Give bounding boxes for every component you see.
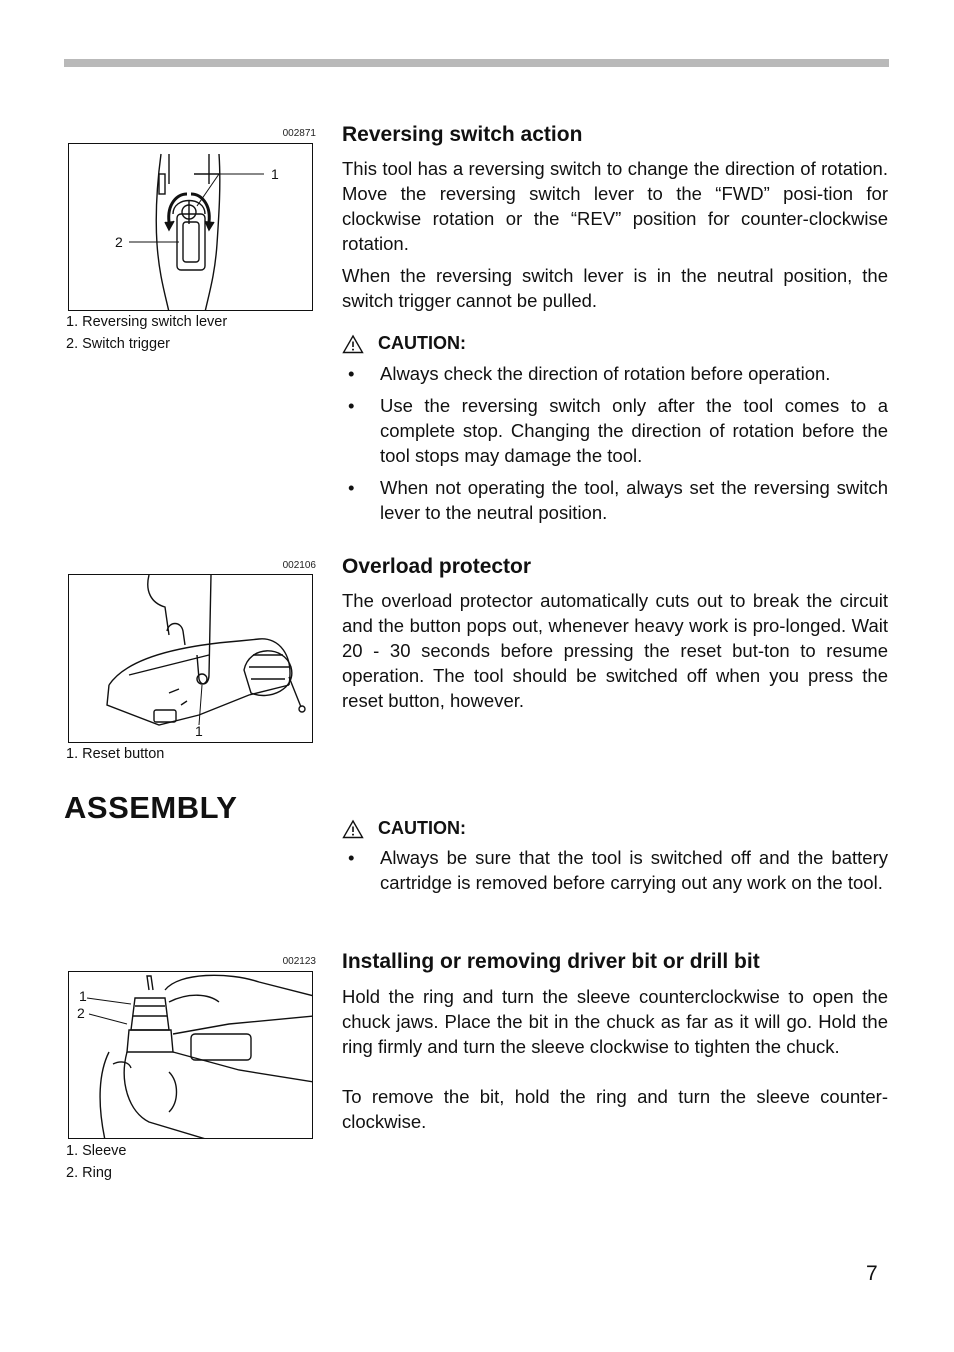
caution-label: CAUTION:: [378, 333, 466, 353]
page-number: 7: [866, 1262, 878, 1285]
list-item-text: When not operating the tool, always set the reversing switch lever to the neutral position.: [380, 477, 888, 523]
figure-reversing-switch: [68, 143, 313, 311]
header-rule: [64, 59, 889, 67]
figure-captions: [66, 743, 164, 765]
section-heading-overload: Overload protector: [342, 555, 532, 578]
figure-code: 002123: [282, 956, 316, 967]
caption-item: 2. Ring: [66, 1165, 112, 1181]
reversing-paragraph-1: This tool has a reversing switch to change the direction of rotation. Move the reversing switch lever to the “FWD” posi-tion for clockwise rotation or the “REV” position for counter-clockwise rotation.: [342, 158, 888, 254]
figure-captions: [66, 311, 227, 355]
warning-triangle-icon: [342, 819, 364, 839]
assembly-caution-list: [342, 845, 888, 902]
reversing-caution-list: [342, 361, 888, 532]
drill-chuck-illustration: [69, 972, 313, 1139]
installing-paragraph-2: To remove the bit, hold the ring and turn the sleeve counter-clockwise.: [342, 1086, 888, 1132]
list-item-text: Always be sure that the tool is switched off and the battery cartridge is removed before carrying out any work on the tool.: [380, 847, 888, 893]
list-item: [342, 361, 888, 386]
figure-label: 1: [271, 166, 279, 182]
bullet-marker: •: [348, 847, 355, 868]
caution-heading: [342, 333, 466, 354]
figure-label: 2: [77, 1005, 85, 1021]
figure-code: 002106: [282, 560, 316, 571]
list-item-text: Always check the direction of rotation before operation.: [380, 363, 831, 384]
overload-paragraph: The overload protector automatically cuts out to break the circuit and the button pops out, whenever heavy work is pro-longed. Wait 20 - 30 seconds before pressing the reset but-ton to resume operation. The tool should be switched off when you press the reset button, however.: [342, 590, 888, 711]
figure-label: 1: [195, 723, 203, 739]
caption-item: 2. Switch trigger: [66, 336, 170, 352]
figure-captions: [66, 1140, 126, 1184]
bullet-marker: •: [348, 477, 355, 498]
list-item: [342, 393, 888, 468]
bullet-marker: •: [348, 363, 355, 384]
list-item: [342, 845, 888, 895]
list-item-text: Use the reversing switch only after the tool comes to a complete stop. Changing the direction of rotation before the tool stops may damage the tool.: [380, 395, 888, 466]
caption-item: 1. Sleeve: [66, 1143, 127, 1159]
section-heading-reversing: Reversing switch action: [342, 123, 583, 146]
figure-installing-bit: [68, 971, 313, 1139]
section-heading-installing: Installing or removing driver bit or drill bit: [342, 950, 760, 973]
caution-heading: [342, 818, 466, 839]
caption-item: 1. Reset button: [66, 746, 165, 762]
figure-label: 1: [79, 988, 87, 1004]
caution-label: CAUTION:: [378, 818, 466, 838]
chapter-heading-assembly: ASSEMBLY: [64, 790, 238, 825]
reset-button-illustration: [69, 575, 313, 743]
warning-triangle-icon: [342, 334, 364, 354]
figure-label: 2: [115, 234, 123, 250]
figure-code: 002871: [282, 128, 316, 139]
list-item: [342, 475, 888, 525]
caption-item: 1. Reversing switch lever: [66, 314, 228, 330]
bullet-marker: •: [348, 395, 355, 416]
installing-paragraph-1: Hold the ring and turn the sleeve counterclockwise to open the chuck jaws. Place the bit in the chuck as far as it will go. Hold the ring firmly and turn the sleeve clockwise to tighten the chuck.: [342, 986, 888, 1057]
reversing-paragraph-2: When the reversing switch lever is in the neutral position, the switch trigger cannot be pulled.: [342, 265, 888, 311]
figure-overload-protector: [68, 574, 313, 743]
